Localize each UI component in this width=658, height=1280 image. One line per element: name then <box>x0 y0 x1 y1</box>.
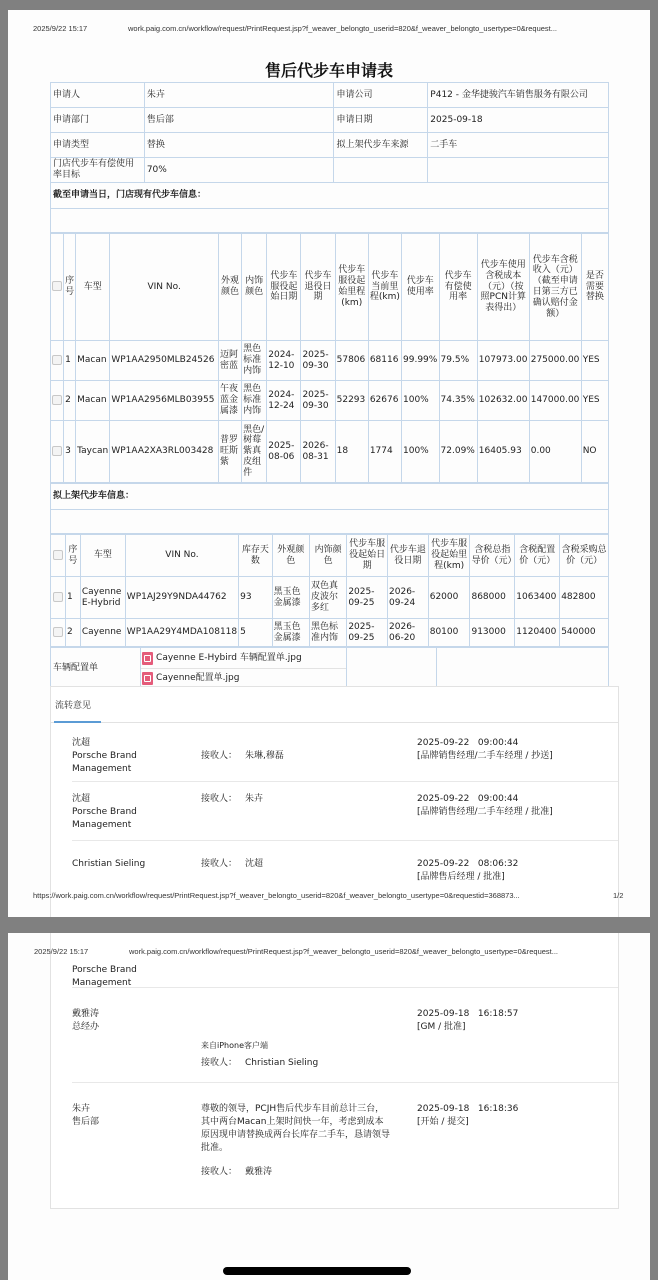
company-label: 申请公司 <box>334 83 428 108</box>
table-cell: WP1AA2956MLB03955 <box>110 381 219 421</box>
info-row <box>51 158 609 183</box>
opinion-time <box>417 793 553 819</box>
col-header: 代步车含税收入（元）（截至申请日第三方已确认赔付金额） <box>529 234 581 341</box>
row-select-cell[interactable] <box>51 341 64 381</box>
print-url: work.paig.com.cn/workflow/request/PrintRequest.jsp?f_weaver_belongto_userid=820&f_weaver_belongto_usertype=0&request... <box>129 947 559 956</box>
row-checkbox[interactable] <box>53 627 63 637</box>
applicant-label: 申请人 <box>51 83 145 108</box>
opinion-time <box>417 858 518 884</box>
col-header: 含税配置价（元） <box>515 535 560 577</box>
row-select-cell[interactable] <box>51 421 64 483</box>
col-header: 代步车使用含税成本（元）（按照PCN计算表得出） <box>477 234 529 341</box>
current-section-row <box>51 183 609 209</box>
col-header: 代步车服役起始里程(km) <box>335 234 368 341</box>
opinion-author <box>72 964 152 990</box>
author-dept: Porsche Brand Management <box>72 965 137 988</box>
author-name: 沈超 <box>72 738 91 748</box>
table-cell: Cayenne <box>80 619 125 647</box>
new-cars-body <box>51 577 609 647</box>
type-label: 申请类型 <box>51 133 145 158</box>
opinion-content <box>201 1103 391 1179</box>
col-header: 车型 <box>80 535 125 577</box>
table-cell: 午夜蓝金属漆 <box>218 381 241 421</box>
table-cell: 540000 <box>560 619 609 647</box>
opinion-item <box>72 988 618 1083</box>
table-cell: 2024-12-24 <box>267 381 301 421</box>
opinion-datetime: 2025-09-18 16:18:36 <box>417 1104 519 1114</box>
opinion-recipients <box>201 793 263 806</box>
print-page-number: 1/2 <box>613 891 624 900</box>
recipient-label: 接收人： <box>201 859 238 869</box>
recipient-names: 朱卉 <box>245 794 264 804</box>
col-header: 代步车退役日期 <box>388 535 429 577</box>
table-cell: 0.00 <box>529 421 581 483</box>
table-cell: YES <box>581 381 608 421</box>
table-cell: 2026-08-31 <box>301 421 335 483</box>
table-cell: 52293 <box>335 381 368 421</box>
table-cell: 黑色标准内饰 <box>309 619 346 647</box>
info-row <box>51 108 609 133</box>
select-all-cell[interactable] <box>51 535 66 577</box>
opinion-content <box>201 1039 318 1070</box>
col-header: 含税采购总价（元） <box>560 535 609 577</box>
table-cell: YES <box>581 341 608 381</box>
opinion-datetime: 2025-09-22 09:00:44 <box>417 794 519 804</box>
table-cell: 102632.00 <box>477 381 529 421</box>
select-all-checkbox[interactable] <box>53 550 63 560</box>
opinion-remark: 尊敬的领导，PCJH售后代步车目前总计三台，其中两台Macan上架时间快一年，考虑到成本原因现申请替换成两台长库存二手车，恳请领导批准。 <box>201 1104 391 1153</box>
table-cell: 黑色标准内饰 <box>242 381 267 421</box>
tab-label[interactable]: 流转意见 <box>55 701 92 711</box>
table-cell: 双色真皮波尔多红 <box>309 577 346 619</box>
col-header: VIN No. <box>110 234 219 341</box>
image-file-icon <box>142 652 153 665</box>
recipient-names: 戴雅涛 <box>245 1167 273 1177</box>
attachment-name[interactable]: Cayenne配置单.jpg <box>156 673 240 684</box>
table-cell: 5 <box>239 619 273 647</box>
col-header: 代步车服役起始里程(km) <box>428 535 470 577</box>
opinion-author <box>72 737 152 776</box>
empty-cell <box>347 648 437 690</box>
table-cell: 2025-08-06 <box>267 421 301 483</box>
dept-value: 售后部 <box>144 108 334 133</box>
row-select-cell[interactable] <box>51 381 64 421</box>
col-header: 序号 <box>64 234 76 341</box>
table-cell: 黑玉色金属漆 <box>272 619 309 647</box>
col-header: 是否需要替换 <box>581 234 608 341</box>
table-cell: 72.09% <box>439 421 477 483</box>
image-file-icon <box>142 672 153 685</box>
opinion-recipients <box>201 750 284 763</box>
table-cell: 74.35% <box>439 381 477 421</box>
basic-info-table <box>50 82 609 233</box>
author-name: 沈超 <box>72 794 91 804</box>
source-value: 二手车 <box>428 133 609 158</box>
print-footer-url: https://work.paig.com.cn/workflow/request/PrintRequest.jsp?f_weaver_belongto_userid=820&f_weaver_belongto_usertype=0&requestid=368873... <box>33 891 520 900</box>
col-header: 代步车服役起始日期 <box>347 535 388 577</box>
opinion-time <box>417 737 553 763</box>
opinion-time <box>417 1103 518 1129</box>
col-header: 外观颜色 <box>218 234 241 341</box>
opinion-node: [GM / 批准] <box>417 1022 466 1032</box>
table-cell: 3 <box>64 421 76 483</box>
opinion-datetime: 2025-09-18 16:18:57 <box>417 1009 519 1019</box>
current-cars-table <box>50 233 609 483</box>
new-cars-table <box>50 534 609 647</box>
table-cell: 16405.93 <box>477 421 529 483</box>
table-cell: 2025-09-30 <box>301 341 335 381</box>
new-section-row <box>51 484 609 510</box>
col-header: 含税总指导价（元） <box>470 535 515 577</box>
current-car-row <box>51 341 609 381</box>
table-cell: 2024-12-10 <box>267 341 301 381</box>
table-cell: 2 <box>65 619 80 647</box>
applicant-value: 朱卉 <box>144 83 334 108</box>
blank-row <box>51 209 609 233</box>
empty-cell <box>428 158 609 183</box>
recipient-label: 接收人： <box>201 751 238 761</box>
col-header: 序号 <box>65 535 80 577</box>
opinion-recipients <box>201 1166 391 1179</box>
opinion-time <box>417 1008 518 1034</box>
table-cell: 93 <box>239 577 273 619</box>
table-cell: 62000 <box>428 577 470 619</box>
row-checkbox[interactable] <box>53 592 63 602</box>
print-url: work.paig.com.cn/workflow/request/PrintRequest.jsp?f_weaver_belongto_userid=820&f_weaver_belongto_usertype=0&request... <box>128 24 558 33</box>
table-cell: 100% <box>402 381 440 421</box>
type-value: 替换 <box>144 133 334 158</box>
recipient-label: 接收人： <box>201 1167 238 1177</box>
print-datetime: 2025/9/22 15:17 <box>34 947 89 956</box>
attachments-label: 车辆配置单 <box>51 648 141 690</box>
row-checkbox[interactable] <box>52 395 62 405</box>
opinion-recipients <box>201 858 263 871</box>
table-cell: Macan <box>76 381 110 421</box>
opinion-item <box>72 782 618 841</box>
opinion-author <box>72 858 145 871</box>
table-cell: 1120400 <box>515 619 560 647</box>
col-header: 代步车使用率 <box>402 234 440 341</box>
current-section-title: 截至申请当日，门店现有代步车信息： <box>51 183 609 209</box>
tab-flow-opinions[interactable] <box>51 687 618 723</box>
opinion-node: [品牌销售经理/二手车经理 / 抄送] <box>417 751 553 761</box>
table-cell: Macan <box>76 341 110 381</box>
attachment-name[interactable]: Cayenne E-Hybird 车辆配置单.jpg <box>156 652 302 663</box>
table-cell: 2025-09-25 <box>347 577 388 619</box>
col-header: 外观颜色 <box>272 535 309 577</box>
print-datetime: 2025/9/22 15:17 <box>33 24 88 33</box>
table-cell: 18 <box>335 421 368 483</box>
target-label: 门店代步车有偿使用率目标 <box>51 158 145 183</box>
company-value: P412 - 金华捷骏汽车销售服务有限公司 <box>428 83 609 108</box>
col-header: 车型 <box>76 234 110 341</box>
table-cell: 80100 <box>428 619 470 647</box>
table-cell: WP1AJ29Y9NDA44762 <box>125 577 238 619</box>
row-select-cell[interactable] <box>51 577 66 619</box>
author-dept: 总经办 <box>72 1022 100 1032</box>
table-cell: Cayenne E-Hybrid <box>80 577 125 619</box>
current-cars-body <box>51 341 609 483</box>
table-cell: 57806 <box>335 341 368 381</box>
author-name: Christian Sieling <box>72 859 146 869</box>
opinion-item-continued <box>72 933 618 988</box>
author-name: 朱卉 <box>72 1104 91 1114</box>
target-value: 70% <box>144 158 334 183</box>
print-page-1 <box>8 10 650 917</box>
author-name: 戴雅涛 <box>72 1009 100 1019</box>
row-checkbox[interactable] <box>52 446 62 456</box>
opinion-node: [品牌售后经理 / 批准] <box>417 872 505 882</box>
table-cell: 2025-09-25 <box>347 619 388 647</box>
table-cell: 913000 <box>470 619 515 647</box>
table-cell: 2026-09-24 <box>388 577 429 619</box>
new-header-row <box>51 535 609 577</box>
current-header-row <box>51 234 609 341</box>
empty-cell <box>51 209 609 233</box>
home-indicator[interactable] <box>223 1267 411 1275</box>
opinion-datetime: 2025-09-22 08:06:32 <box>417 859 519 869</box>
print-page-2 <box>8 933 650 1280</box>
table-cell: 79.5% <box>439 341 477 381</box>
table-cell: Taycan <box>76 421 110 483</box>
blank-row <box>51 510 609 534</box>
table-cell: 100% <box>402 421 440 483</box>
recipient-names: 朱琳,穆磊 <box>245 751 284 761</box>
attachments-table <box>50 647 609 690</box>
table-cell: 迈阿密蓝 <box>218 341 241 381</box>
table-cell: 黑色标准内饰 <box>242 341 267 381</box>
recipient-label: 接收人： <box>201 1058 238 1068</box>
table-cell: 1 <box>64 341 76 381</box>
col-header: 代步车退役日期 <box>301 234 335 341</box>
table-cell: WP1AA2XA3RL003428 <box>110 421 219 483</box>
attachments-row <box>51 648 609 690</box>
table-cell: 黑色/树莓紫真皮组件 <box>242 421 267 483</box>
table-cell: 275000.00 <box>529 341 581 381</box>
table-cell: 2 <box>64 381 76 421</box>
col-header: 代步车当前里程(km) <box>368 234 401 341</box>
dept-label: 申请部门 <box>51 108 145 133</box>
empty-cell <box>334 158 428 183</box>
opinion-datetime: 2025-09-22 09:00:44 <box>417 738 519 748</box>
col-header: VIN No. <box>125 535 238 577</box>
current-car-row <box>51 421 609 483</box>
opinion-item <box>72 723 618 782</box>
workflow-opinions-panel-continued <box>34 933 619 1209</box>
author-dept: 售后部 <box>72 1117 100 1127</box>
opinion-recipients <box>201 1057 318 1070</box>
table-cell: 1063400 <box>515 577 560 619</box>
date-value: 2025-09-18 <box>428 108 609 133</box>
table-cell: 868000 <box>470 577 515 619</box>
row-select-cell[interactable] <box>51 619 66 647</box>
table-cell: WP1AA29Y4MDA108118 <box>125 619 238 647</box>
table-cell: 107973.00 <box>477 341 529 381</box>
opinion-node: [品牌销售经理/二手车经理 / 批准] <box>417 807 553 817</box>
table-cell: 普罗旺斯紫 <box>218 421 241 483</box>
col-header: 库存天数 <box>239 535 273 577</box>
col-header: 代步车服役起始日期 <box>267 234 301 341</box>
recipient-names: 沈超 <box>245 859 264 869</box>
select-all-cell[interactable] <box>51 234 64 341</box>
col-header: 代步车有偿使用率 <box>439 234 477 341</box>
date-label: 申请日期 <box>334 108 428 133</box>
new-section-table <box>50 483 609 534</box>
col-header: 内饰颜色 <box>242 234 267 341</box>
current-car-row <box>51 381 609 421</box>
new-car-row <box>51 619 609 647</box>
source-label: 拟上架代步车来源 <box>334 133 428 158</box>
info-row <box>51 133 609 158</box>
recipient-names: Christian Sieling <box>245 1058 319 1068</box>
col-header: 内饰颜色 <box>309 535 346 577</box>
table-cell: 1 <box>65 577 80 619</box>
table-cell: 62676 <box>368 381 401 421</box>
workflow-opinions-panel <box>50 686 619 917</box>
opinion-remark: 来自iPhone客户端 <box>201 1041 269 1050</box>
table-cell: NO <box>581 421 608 483</box>
new-car-row <box>51 577 609 619</box>
new-section-title: 拟上架代步车信息： <box>51 484 609 510</box>
table-cell: 1774 <box>368 421 401 483</box>
table-cell: 482800 <box>560 577 609 619</box>
info-row <box>51 83 609 108</box>
attachments-list <box>141 648 347 690</box>
table-cell: WP1AA2950MLB24526 <box>110 341 219 381</box>
opinion-author <box>72 1103 99 1129</box>
recipient-label: 接收人： <box>201 794 238 804</box>
table-cell: 68116 <box>368 341 401 381</box>
author-dept: Porsche Brand Management <box>72 751 137 774</box>
table-cell: 2025-09-30 <box>301 381 335 421</box>
table-cell: 2026-06-20 <box>388 619 429 647</box>
table-cell: 99.99% <box>402 341 440 381</box>
empty-cell <box>436 648 608 690</box>
empty-cell <box>51 510 609 534</box>
opinion-node: [开始 / 提交] <box>417 1117 469 1127</box>
form-body <box>50 82 609 690</box>
author-dept: Porsche Brand Management <box>72 807 137 830</box>
select-all-checkbox[interactable] <box>52 281 62 291</box>
form-title: 售后代步车申请表 <box>264 61 393 80</box>
opinion-author <box>72 1008 99 1034</box>
opinion-item <box>72 1083 618 1198</box>
table-cell: 147000.00 <box>529 381 581 421</box>
table-cell: 黑玉色金属漆 <box>272 577 309 619</box>
opinion-author <box>72 793 152 832</box>
attachment-link[interactable] <box>141 649 346 669</box>
row-checkbox[interactable] <box>52 355 62 365</box>
